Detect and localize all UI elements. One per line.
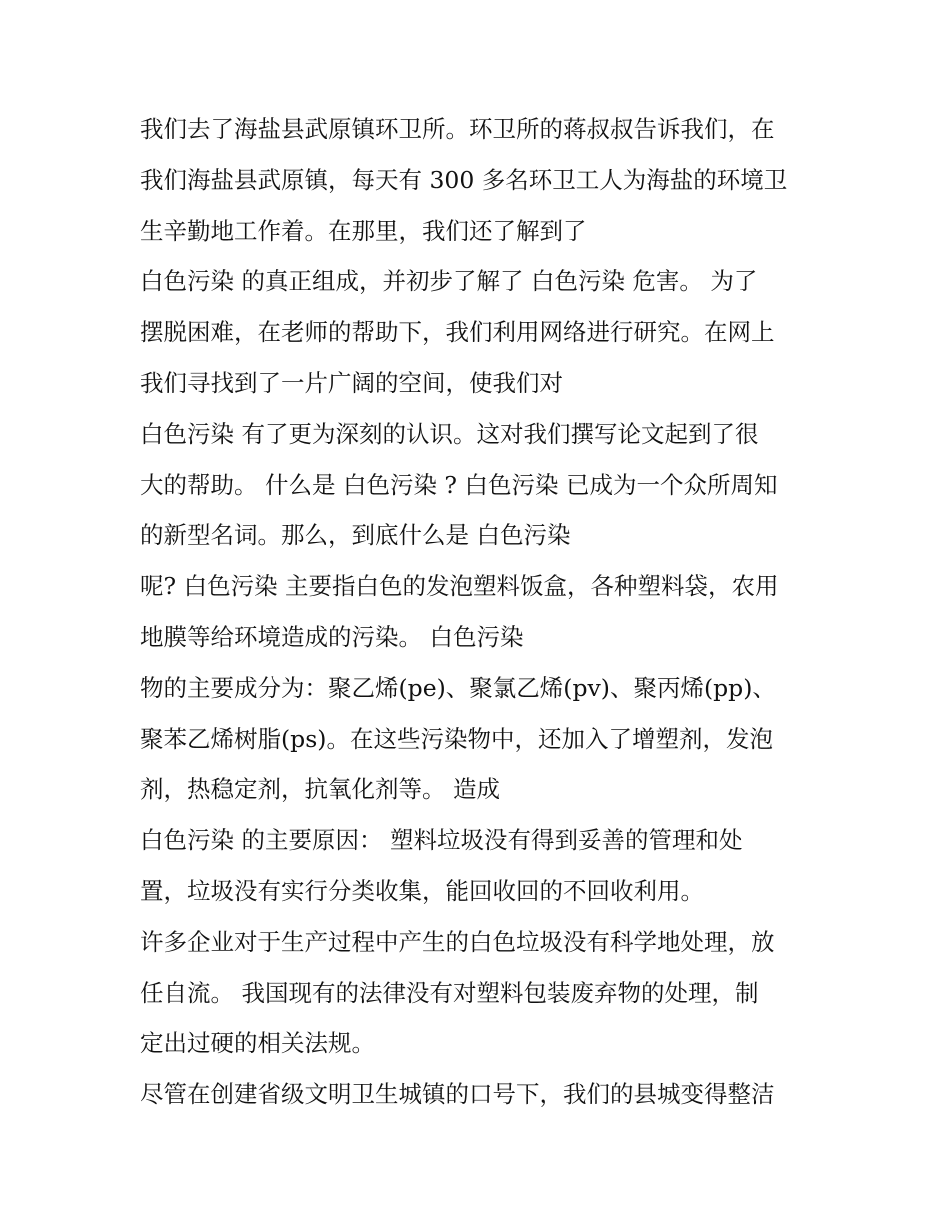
text-line-14: 剂，热稳定剂，抗氧化剂等。 造成 xyxy=(140,775,500,804)
text-line-11: 地膜等给环境造成的污染。 白色污染 xyxy=(140,622,524,651)
text-line-5: 摆脱困难，在老师的帮助下，我们利用网络进行研究。在网上 xyxy=(140,318,775,347)
text-line-20: 尽管在创建省级文明卫生城镇的口号下，我们的县城变得整洁 xyxy=(140,1080,775,1109)
text-line-10: 呢? 白色污染 主要指白色的发泡塑料饭盒，各种塑料袋，农用 xyxy=(140,572,779,601)
text-line-6: 我们寻找到了一片广阔的空间，使我们对 xyxy=(140,368,563,397)
text-line-1: 我们去了海盐县武原镇环卫所。环卫所的蒋叔叔告诉我们，在 xyxy=(140,115,775,143)
text-line-2: 我们海盐县武原镇，每天有 300 多名环卫工人为海盐的环境卫 xyxy=(140,165,788,194)
body-text xyxy=(140,104,820,1120)
text-line-15: 白色污染 的主要原因： 塑料垃圾没有得到妥善的管理和处 xyxy=(140,826,743,855)
text-line-4: 白色污染 的真正组成，并初步了解了 白色污染 危害。 为了 xyxy=(140,267,758,296)
text-line-19: 定出过硬的相关法规。 xyxy=(140,1029,375,1058)
text-line-16: 置，垃圾没有实行分类收集，能回收回的不回收利用。 xyxy=(140,876,704,905)
text-line-18: 任自流。 我国现有的法律没有对塑料包装废弃物的处理，制 xyxy=(140,978,759,1007)
text-line-9: 的新型名词。那么，到底什么是 白色污染 xyxy=(140,521,571,550)
text-line-7: 白色污染 有了更为深刻的认识。这对我们撰写论文起到了很 xyxy=(140,419,759,448)
text-line-13: 聚苯乙烯树脂(ps)。在这些污染物中，还加入了增塑剂，发泡 xyxy=(140,724,773,753)
text-line-3: 生辛勤地工作着。在那里，我们还了解到了 xyxy=(140,216,587,245)
text-line-12: 物的主要成分为：聚乙烯(pe)、聚氯乙烯(pv)、聚丙烯(pp)、 xyxy=(140,673,776,702)
text-line-17: 许多企业对于生产过程中产生的白色垃圾没有科学地处理，放 xyxy=(140,927,775,956)
text-line-8: 大的帮助。 什么是 白色污染 ? 白色污染 已成为一个众所周知 xyxy=(140,470,778,499)
